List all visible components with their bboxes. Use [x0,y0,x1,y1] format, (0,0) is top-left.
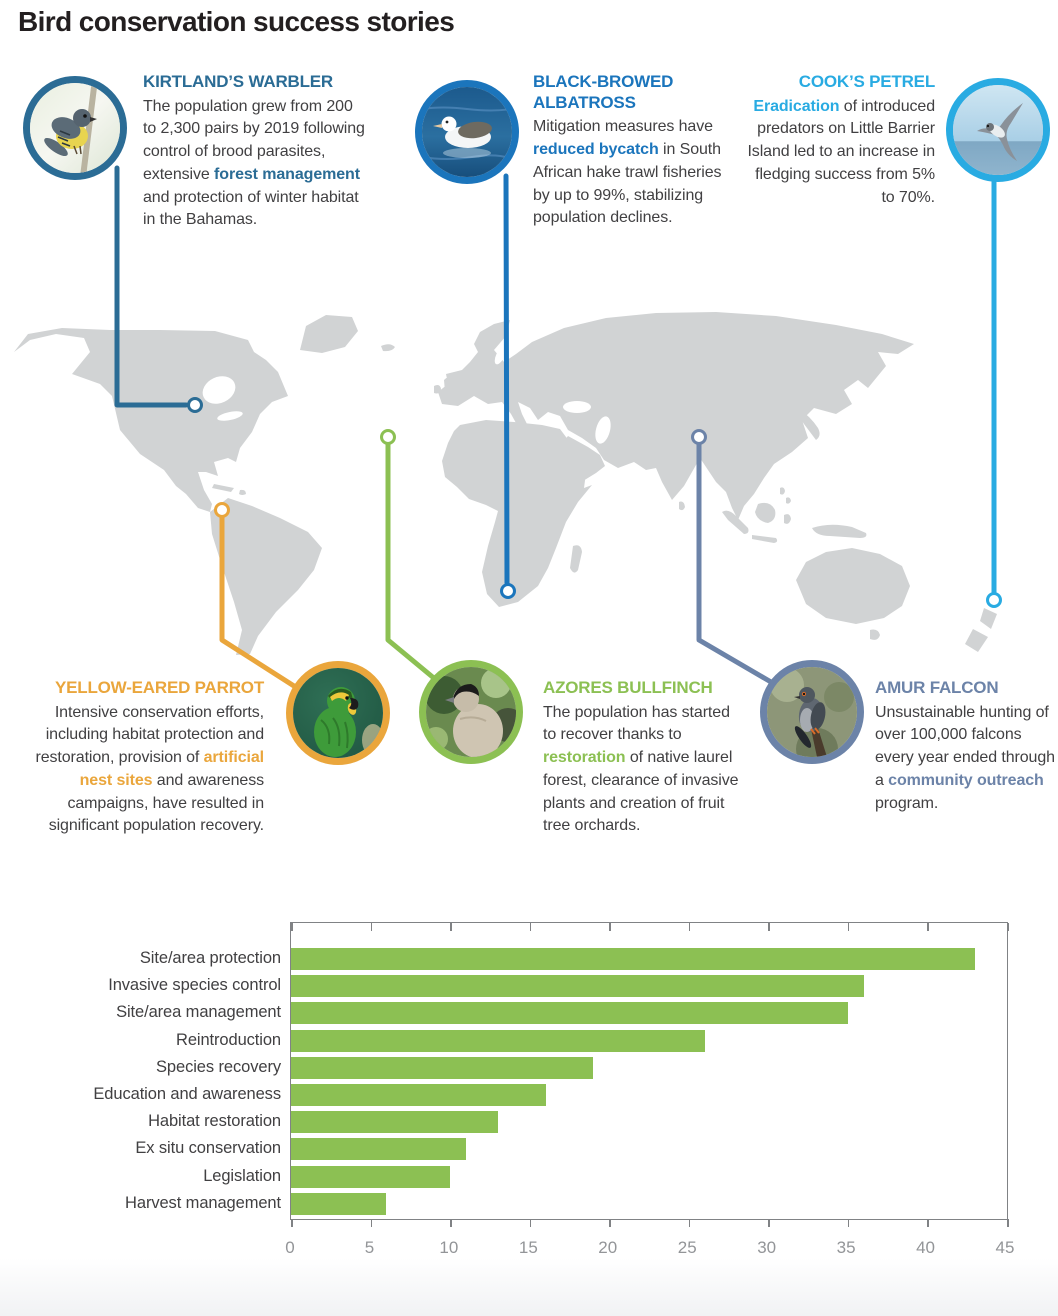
axis-tick [609,1219,611,1227]
category-label-legislation: Legislation [203,1166,281,1185]
axis-tick [450,923,452,931]
axis-tick [927,923,929,931]
chart-bar-ex-situ-conservation [291,1138,466,1160]
axis-tick [291,1219,293,1227]
map-dot-cooks-petrel [988,594,1001,607]
axis-tick [530,1219,532,1227]
body-text: Unsustainable hunting of over 100,000 falcons every year ended through a [875,703,1055,789]
callout-yellow-eared-parrot [14,678,264,838]
category-label-ex-situ-conservation: Ex situ conservation [135,1139,281,1158]
category-label-site-area-management: Site/area management [116,1003,281,1022]
species-name: BLACK-BROWED ALBATROSS [533,72,674,112]
map-dot-kirtlands-warbler [189,399,202,412]
highlighted-text: reduced bycatch [533,141,659,159]
axis-tick [371,1219,373,1227]
highlighted-text: forest management [214,165,360,183]
chart-bar-species-recovery [291,1057,593,1079]
category-label-habitat-restoration: Habitat restoration [148,1112,281,1131]
callout-black-browed-albatross [533,72,723,230]
axis-tick [927,1219,929,1227]
species-description [742,96,935,210]
axis-tick [768,923,770,931]
axis-tick [768,1219,770,1227]
axis-tick-label: 30 [757,1238,777,1257]
category-label-species-recovery: Species recovery [156,1057,281,1076]
category-label-invasive-species-control: Invasive species control [108,976,281,995]
axis-tick [450,1219,452,1227]
cooks-petrel-photo-icon [946,78,1050,182]
axis-tick [1007,923,1009,931]
axis-tick [530,923,532,931]
axis-tick-label: 45 [995,1238,1015,1257]
callout-cooks-petrel [742,72,935,209]
highlighted-text: community outreach [888,771,1044,789]
body-text: The population has started to recover thanks to [543,703,730,744]
axis-tick [689,1219,691,1227]
chart-category-labels [0,922,281,1220]
category-label-education-and-awareness: Education and awareness [93,1085,281,1103]
species-description [533,116,723,230]
azores-bullfinch-photo-icon [419,660,523,764]
map-dot-black-browed-albatross [502,585,515,598]
body-text: in South African hake trawl fisheries by up to 99%, stabilizing population declines. [533,141,722,227]
axis-tick-label: 40 [916,1238,935,1257]
highlighted-text: restoration [543,749,626,767]
species-name: COOK’S PETREL [798,72,935,91]
chart-bar-education-and-awareness [291,1084,546,1106]
callout-amur-falcon [875,678,1057,815]
chart-bar-site-area-management [291,1002,848,1024]
axis-tick [848,1219,850,1227]
page-title: Bird conservation success stories [18,6,455,37]
category-label-site-area-protection: Site/area protection [139,949,281,967]
species-description [875,702,1057,816]
axis-tick [848,923,850,931]
black-browed-albatross-photo-icon [415,80,519,184]
chart-bar-legislation [291,1166,450,1188]
kirtlands-warbler-photo-icon [23,76,127,180]
body-text: program. [875,794,939,812]
axis-tick-label: 0 [285,1238,295,1257]
body-text: of native laurel forest, clearance of invasive plants and creation of fruit tree orchards. [543,749,739,835]
axis-tick [689,923,691,931]
map-dot-yellow-eared-parrot [216,504,229,517]
species-name: AZORES BULLFINCH [543,678,713,697]
axis-tick-label: 10 [439,1238,459,1257]
species-description [143,96,365,232]
chart-bar-invasive-species-control [291,975,864,997]
chart-bar-site-area-protection [291,948,975,970]
bar-chart [290,922,1008,1220]
axis-tick-label: 15 [518,1238,538,1257]
chart-bar-harvest-management [291,1193,386,1215]
species-name: YELLOW-EARED PARROT [55,678,264,697]
species-description [14,702,264,838]
map-dot-amur-falcon [693,431,706,444]
axis-tick [291,923,293,931]
body-text: and awareness campaigns, have resulted in significant population recovery. [48,771,264,835]
species-description [543,702,743,838]
chart-bar-habitat-restoration [291,1111,498,1133]
map-dot-azores-bullfinch [382,431,395,444]
species-name: AMUR FALCON [875,678,999,697]
body-text: and protection of winter habitat in the Bahamas. [143,188,359,229]
axis-tick-label: 5 [364,1238,375,1257]
axis-tick [609,923,611,931]
axis-tick-label: 20 [598,1238,618,1257]
category-label-harvest-management: Harvest management [125,1193,281,1212]
connector-black-browed-albatross [506,176,507,583]
category-label-reintroduction: Reintroduction [176,1030,281,1049]
amur-falcon-photo-icon [760,660,864,764]
body-text: of introduced predators on Little Barrier Island led to an increase in fledging success from 5% to 70%. [747,97,935,206]
yellow-eared-parrot-photo-icon [286,661,390,765]
body-text: Intensive conservation efforts, including habitat protection and restoration, provision of [35,703,264,767]
highlighted-text: artificial nest sites [79,749,264,789]
chart-bar-reintroduction [291,1030,705,1052]
connector-azores-bullfinch [388,444,435,679]
axis-tick [1007,1219,1009,1227]
footer-fade [0,1258,1058,1316]
axis-tick-label: 25 [677,1238,697,1257]
axis-tick-label: 35 [836,1238,856,1257]
callout-kirtlands-warbler [143,72,365,232]
species-name: KIRTLAND’S WARBLER [143,72,333,91]
body-text: Mitigation measures have [533,118,713,136]
callout-azores-bullfinch [543,678,743,838]
highlighted-text: Eradication [753,97,840,115]
body-text: The population grew from 200 to 2,300 pairs by 2019 following control of brood parasites, extensive [143,97,365,183]
axis-tick [371,923,373,931]
